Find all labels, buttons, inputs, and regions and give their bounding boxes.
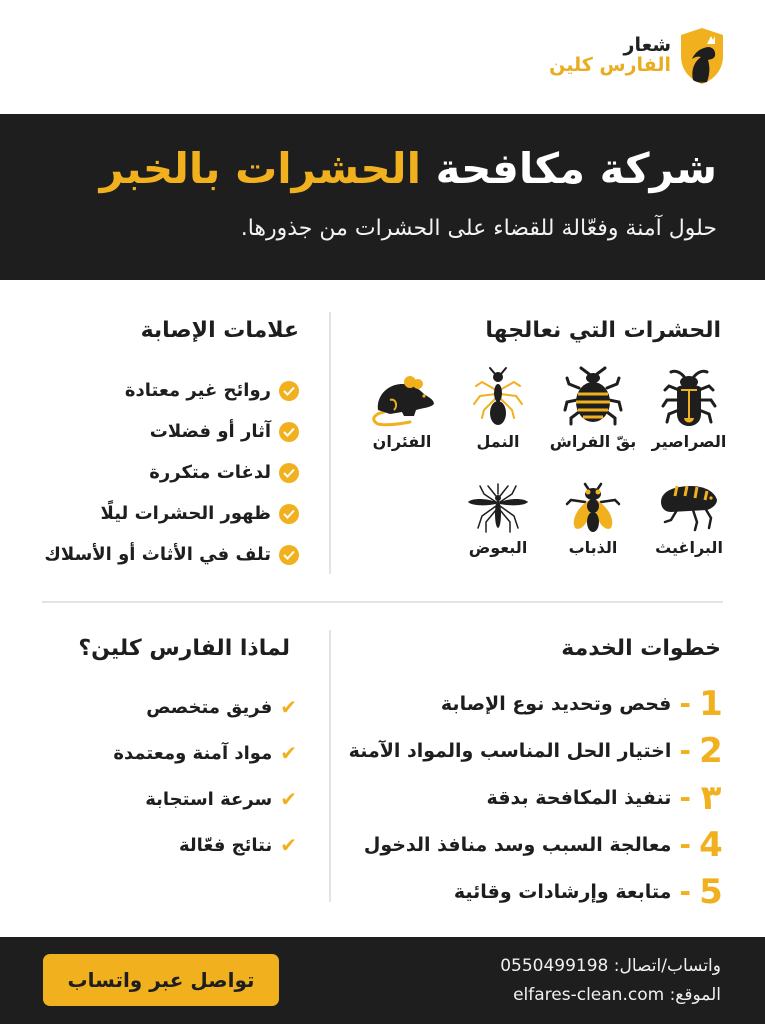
checkmark-icon: ✔ — [280, 787, 297, 811]
pest-label: البراغيث — [655, 538, 723, 557]
why-item — [113, 730, 297, 776]
pest-item-mouse — [357, 366, 447, 451]
step-item — [349, 727, 723, 774]
brand-logo — [549, 26, 725, 86]
ant-icon — [468, 366, 528, 428]
pest-label: بقّ الفراش — [549, 432, 637, 451]
check-circle-icon — [279, 381, 299, 401]
pest-item-cockroach — [644, 366, 734, 451]
section-divider — [42, 601, 723, 603]
step-number: 2 — [699, 730, 723, 771]
column-divider-top — [329, 312, 331, 574]
step-number: 4 — [699, 824, 723, 865]
phone-number[interactable]: 0550499198 — [500, 956, 609, 976]
pest-item-ant — [453, 366, 543, 451]
phone-line — [500, 952, 721, 981]
step-dash: - — [679, 828, 691, 861]
step-dash: - — [679, 687, 691, 720]
flea-icon — [657, 482, 721, 534]
signs-list — [44, 370, 299, 575]
pest-label: الصراصير — [651, 432, 727, 451]
mouse-icon — [366, 366, 438, 428]
why-title: لماذا الفارس كلين؟ — [78, 636, 290, 661]
pest-item-flea — [644, 482, 734, 557]
hero-title-main: شركة مكافحة — [420, 144, 717, 193]
steps-title: خطوات الخدمة — [561, 636, 721, 661]
step-text: فحص وتحديد نوع الإصابة — [440, 692, 672, 715]
pest-item-bedbug — [548, 366, 638, 451]
checkmark-icon: ✔ — [280, 695, 297, 719]
logo-brand-name: الفارس كلين — [549, 54, 671, 76]
signs-title: علامات الإصابة — [140, 318, 299, 343]
sign-item — [44, 370, 299, 411]
why-item — [113, 822, 297, 868]
step-item — [349, 774, 723, 821]
step-item — [349, 868, 723, 915]
pest-label: النمل — [476, 432, 520, 451]
why-text: مواد آمنة ومعتمدة — [113, 742, 273, 764]
check-circle-icon — [279, 422, 299, 442]
why-text: سرعة استجابة — [145, 788, 273, 810]
logo-title: شعار — [623, 34, 671, 57]
why-item — [113, 776, 297, 822]
pest-label: الذباب — [568, 538, 618, 557]
sign-item — [44, 493, 299, 534]
website-line — [500, 981, 721, 1010]
sign-text: روائح غير معتادة — [124, 380, 271, 401]
sign-text: لدغات متكررة — [149, 462, 271, 483]
hero-subtitle: حلول آمنة وفعّالة للقضاء على الحشرات من جذورها. — [240, 216, 717, 241]
pest-label: البعوض — [468, 538, 528, 557]
sign-text: آثار أو فضلات — [149, 421, 271, 442]
step-text: تنفيذ المكافحة بدقة — [486, 786, 672, 809]
step-item — [349, 821, 723, 868]
bedbug-icon — [563, 366, 623, 428]
footer — [0, 937, 765, 1024]
pests-title: الحشرات التي نعالجها — [485, 318, 721, 343]
step-text: متابعة وإرشادات وقائية — [453, 880, 672, 903]
sign-item — [44, 534, 299, 575]
check-circle-icon — [279, 504, 299, 524]
why-text: نتائج فعّالة — [178, 834, 273, 856]
check-circle-icon — [279, 463, 299, 483]
why-text: فريق متخصص — [146, 696, 273, 718]
sign-item — [44, 452, 299, 493]
why-list — [113, 684, 297, 868]
sign-text: ظهور الحشرات ليلًا — [100, 503, 271, 524]
column-divider-bottom — [329, 630, 331, 902]
checkmark-icon: ✔ — [280, 833, 297, 857]
website-link[interactable]: elfares-clean.com — [513, 985, 665, 1005]
pest-item-fly — [548, 482, 638, 557]
step-dash: - — [679, 781, 691, 814]
step-number: 5 — [699, 871, 723, 912]
step-number: 1 — [699, 683, 723, 724]
whatsapp-contact-button[interactable]: تواصل عبر واتساب — [43, 954, 279, 1006]
website-label: الموقع: — [669, 985, 721, 1005]
sign-item — [44, 411, 299, 452]
checkmark-icon: ✔ — [280, 741, 297, 765]
why-item — [113, 684, 297, 730]
check-circle-icon — [279, 545, 299, 565]
contact-info — [500, 952, 721, 1010]
step-item — [349, 680, 723, 727]
sign-text: تلف في الأثاث أو الأسلاك — [44, 544, 271, 565]
cockroach-icon — [659, 366, 719, 428]
horse-shield-icon — [679, 26, 725, 86]
pest-label: الفئران — [372, 432, 432, 451]
fly-icon — [563, 482, 623, 534]
step-text: اختيار الحل المناسب والمواد الآمنة — [348, 739, 672, 762]
steps-list — [349, 680, 723, 915]
mosquito-icon — [466, 482, 530, 534]
hero-title-accent: الحشرات بالخبر — [99, 144, 421, 193]
hero-banner — [0, 114, 765, 280]
step-dash: - — [679, 875, 691, 908]
hero-title — [100, 144, 717, 193]
step-number: ٣ — [700, 777, 722, 818]
step-dash: - — [679, 734, 691, 767]
pest-item-mosquito — [453, 482, 543, 557]
phone-label: واتساب/اتصال: — [613, 956, 721, 976]
step-text: معالجة السبب وسد منافذ الدخول — [363, 833, 672, 856]
